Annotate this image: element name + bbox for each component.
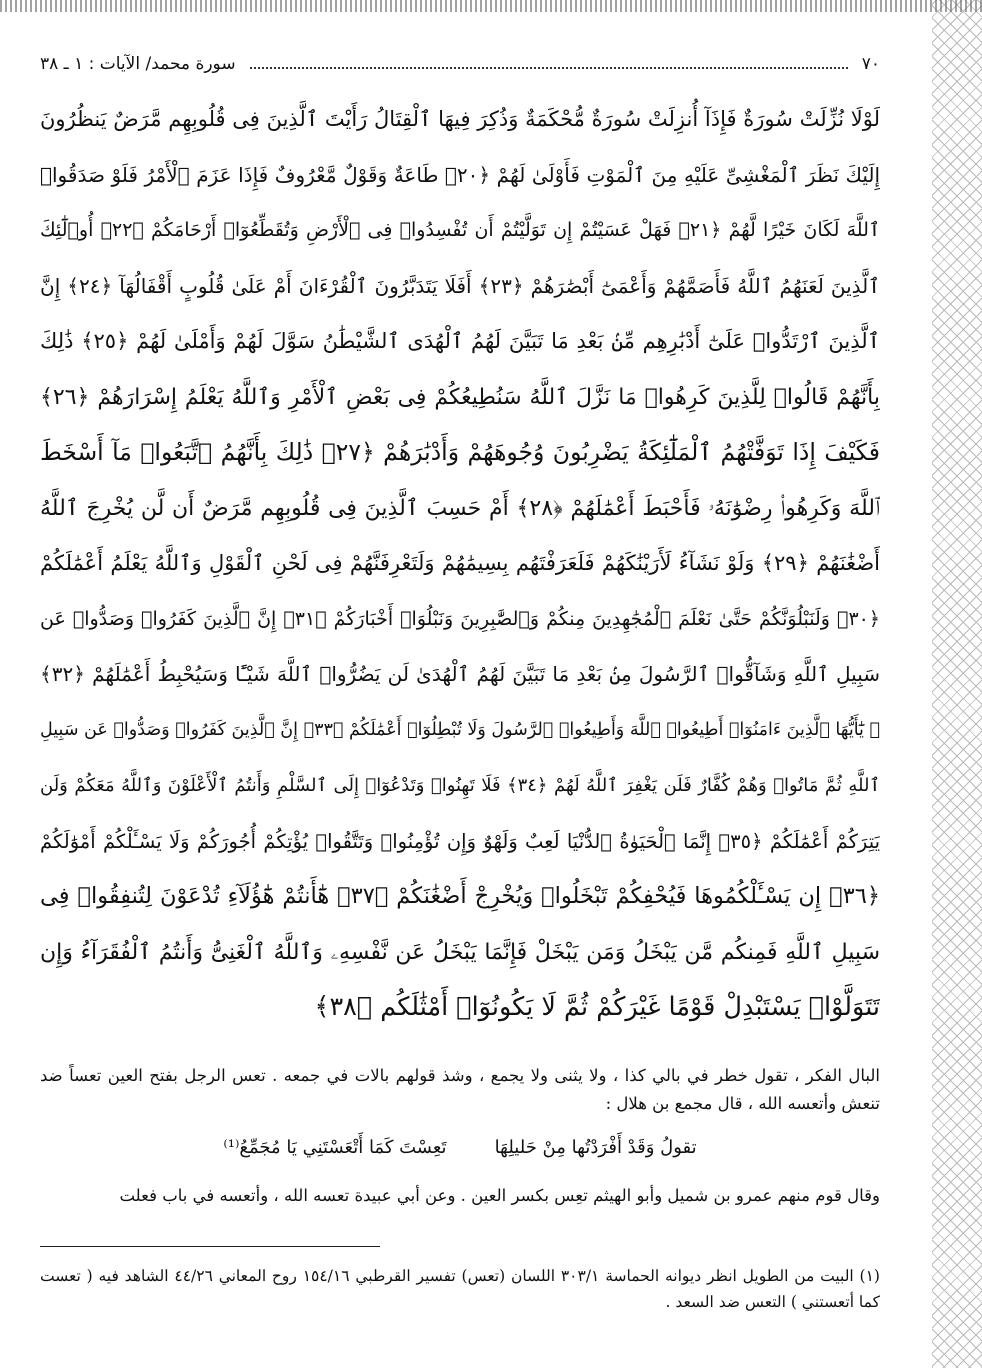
quran-verses-block [40,92,880,1036]
header-dotted-leader [250,59,848,69]
verse-line: بِأَنَّهُمْ قَالُوا۟ لِلَّذِينَ كَرِهُوا۟ مَا نَزَّلَ ٱللَّهُ سَنُطِيعُكُمْ فِى بَعْضِ ٱلْأَمْرِ وَٱللَّهُ يَعْلَمُ إِسْرَارَهُمْ ﴿٢٦﴾ [40,384,880,410]
page-number: ٧٠ [861,54,880,74]
verse-line: أَضْغَٰنَهُمْ ﴿٢٩﴾ وَلَوْ نَشَآءُ لَأَرَيْنَٰكَهُمْ فَلَعَرَفْتَهُم بِسِيمَٰهُمْ وَلَتَعْرِفَنَّهُمْ فِى لَحْنِ ٱلْقَوْلِ وَٱللَّهُ يَعْلَمُ أَعْمَٰلَكُمْ [40,551,880,575]
verse-line: ٱللَّهَ لَكَانَ خَيْرًا لَّهُمْ ﴿٢١﴾ فَهَلْ عَسَيْتُمْ إِن تَوَلَّيْتُمْ أَن تُفْسِدُوا۟ فِى ٱلْأَرْضِ وَتُقَطِّعُوٓا۟ أَرْحَامَكُمْ ﴿٢٢﴾ أُو۟لَٰٓئِكَ [40,219,880,241]
footnote: (١) البيت من الطويل انظر ديوانه الحماسة ٣٠٣/١ اللسان (تعس) تفسير القرطبي ١٥٤/١٦ روح المعاني ٤٤/٢٦ الشاهد فيه ( تعست كما أتعستني ) التعس ضد السعد . [40,1266,880,1311]
commentary-paragraph-2: وقال قوم منهم عمرو بن شميل وأبو الهيثم تعِس بكسر العين . وعن أبي عبيدة تعسه الله ، وأتعسه في باب فعلت [119,1185,880,1205]
footnote-separator [40,1246,380,1247]
verse-line: سَبِيلِ ٱللَّهِ وَشَآقُّوا۟ ٱلرَّسُولَ مِنۢ بَعْدِ مَا تَبَيَّنَ لَهُمُ ٱلْهُدَىٰ لَن يَضُرُّوا۟ ٱللَّهَ شَيْـًٔا وَسَيُحْبِطُ أَعْمَٰلَهُمْ ﴿٣٢﴾ [40,662,880,686]
decorative-side-border [932,0,982,1368]
verse-line: لَوْلَا نُزِّلَتْ سُورَةٌ فَإِذَآ أُنزِلَتْ سُورَةٌ مُّحْكَمَةٌ وَذُكِرَ فِيهَا ٱلْقِتَالُ رَأَيْتَ ٱلَّذِينَ فِى قُلُوبِهِم مَّرَضٌ يَنظُرُونَ [40,107,880,131]
page-header [40,50,880,78]
verse-line: ۞ يَٰٓأَيُّهَا ٱلَّذِينَ ءَامَنُوٓا۟ أَطِيعُوا۟ ٱللَّهَ وَأَطِيعُوا۟ ٱلرَّسُولَ وَلَا تُبْطِلُوٓا۟ أَعْمَٰلَكُمْ ﴿٣٣﴾ إِنَّ ٱلَّذِينَ كَفَرُوا۟ وَصَدُّوا۟ عَن سَبِيلِ [40,719,880,740]
verse-line: ﴿٣٦﴾ إِن يَسْـَٔلْكُمُوهَا فَيُحْفِكُمْ تَبْخَلُوا۟ وَيُخْرِجْ أَضْغَٰنَكُمْ ﴿٣٧﴾ هَٰٓأَنتُمْ هَٰٓؤُلَآءِ تُدْعَوْنَ لِتُنفِقُوا۟ فِى [40,883,880,909]
commentary-paragraph-1: البال الفكر ، تقول خطر في بالي كذا ، ولا يثنى ولا يجمع ، وشذ قولهم بالات في جمعه . تعس الرجل بفتح العين تعساً ضد تنعش وأتعسه الله ، قال مجمع بن هلال : [40,1065,880,1113]
verse-line: تَتَوَلَّوْا۟ يَسْتَبْدِلْ قَوْمًا غَيْرَكُمْ ثُمَّ لَا يَكُونُوٓا۟ أَمْثَٰلَكُم ﴿٣٨﴾ [314,992,880,1022]
verse-line: ٱللَّهَ وَكَرِهُوا۟ رِضْوَٰنَهُۥ فَأَحْبَطَ أَعْمَٰلَهُمْ ﴿٢٨﴾ أَمْ حَسِبَ ٱلَّذِينَ فِى قُلُوبِهِم مَّرَضٌ أَن لَّن يُخْرِجَ ٱللَّهُ [40,495,880,521]
commentary-block [40,1062,880,1210]
verse-line: سَبِيلِ ٱللَّهِ فَمِنكُم مَّن يَبْخَلُ وَمَن يَبْخَلْ فَإِنَّمَا يَبْخَلُ عَن نَّفْسِهِۦ وَٱللَّهُ ٱلْغَنِىُّ وَأَنتُمُ ٱلْفُقَرَآءُ وَإِن [40,939,880,965]
verse-line: يَتِرَكُمْ أَعْمَٰلَكُمْ ﴿٣٥﴾ إِنَّمَا ٱلْحَيَوٰةُ ٱلدُّنْيَا لَعِبٌ وَلَهْوٌ وَإِن تُؤْمِنُوا۟ وَتَتَّقُوا۟ يُؤْتِكُمْ أُجُورَكُمْ وَلَا يَسْـَٔلْكُمْ أَمْوَٰلَكُمْ [40,829,880,853]
verse-line: فَكَيْفَ إِذَا تَوَفَّتْهُمُ ٱلْمَلَٰٓئِكَةُ يَضْرِبُونَ وُجُوهَهُمْ وَأَدْبَٰرَهُمْ ﴿٢٧﴾ ذَٰلِكَ بِأَنَّهُمُ ٱتَّبَعُوا۟ مَآ أَسْخَطَ [40,438,880,466]
verse-line: ﴿٣٠﴾ وَلَنَبْلُوَنَّكُمْ حَتَّىٰ نَعْلَمَ ٱلْمُجَٰهِدِينَ مِنكُمْ وَٱلصَّٰبِرِينَ وَنَبْلُوَا۟ أَخْبَارَكُمْ ﴿٣١﴾ إِنَّ ٱلَّذِينَ كَفَرُوا۟ وَصَدُّوا۟ عَن [40,607,880,630]
poem-verse [40,1134,880,1162]
surah-title: سورة محمد/ الآيات : ١ ـ ٣٨ [40,54,236,74]
poem-second-hemistich: تَعِسْتَ كَمَا أَتْعَسْتَنِي يَا مُجَمِّعُ⁽¹⁾ [223,1136,447,1158]
verse-line: ٱلَّذِينَ لَعَنَهُمُ ٱللَّهُ فَأَصَمَّهُمْ وَأَعْمَىٰٓ أَبْصَٰرَهُمْ ﴿٢٣﴾ أَفَلَا يَتَدَبَّرُونَ ٱلْقُرْءَانَ أَمْ عَلَىٰ قُلُوبٍ أَقْفَالُهَآ ﴿٢٤﴾ إِنَّ [40,273,880,298]
book-page [40,50,880,1340]
verse-line: ٱلَّذِينَ ٱرْتَدُّوا۟ عَلَىٰٓ أَدْبَٰرِهِم مِّنۢ بَعْدِ مَا تَبَيَّنَ لَهُمُ ٱلْهُدَى ٱلشَّيْطَٰنُ سَوَّلَ لَهُمْ وَأَمْلَىٰ لَهُمْ ﴿٢٥﴾ ذَٰلِكَ [40,329,880,353]
decorative-top-border [0,0,982,12]
verse-line: إِلَيْكَ نَظَرَ ٱلْمَغْشِىِّ عَلَيْهِ مِنَ ٱلْمَوْتِ فَأَوْلَىٰ لَهُمْ ﴿٢٠﴾ طَاعَةٌ وَقَوْلٌ مَّعْرُوفٌ فَإِذَا عَزَمَ ٱلْأَمْرُ فَلَوْ صَدَقُوا۟ [40,162,880,187]
poem-first-hemistich: تقولُ وَقَدْ أَفْرَدْتُها مِنْ حَليلِهَا [494,1136,697,1158]
verse-line: ٱللَّهِ ثُمَّ مَاتُوا۟ وَهُمْ كُفَّارٌ فَلَن يَغْفِرَ ٱللَّهُ لَهُمْ ﴿٣٤﴾ فَلَا تَهِنُوا۟ وَتَدْعُوٓا۟ إِلَى ٱلسَّلْمِ وَأَنتُمُ ٱلْأَعْلَوْنَ وَٱللَّهُ مَعَكُمْ وَلَن [40,775,880,796]
